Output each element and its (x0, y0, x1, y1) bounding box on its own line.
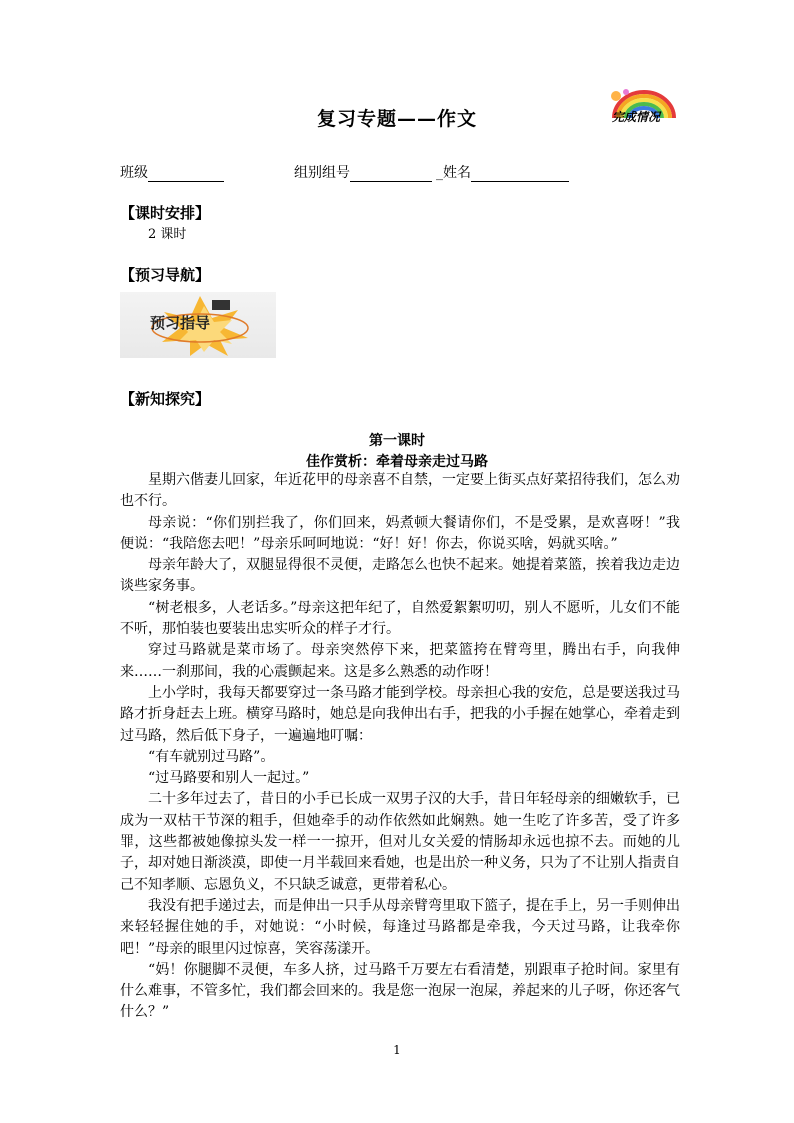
class-blank[interactable] (148, 167, 224, 182)
paragraph: “过马路要和别人一起过。” (148, 770, 310, 787)
paragraph: 母亲说：“你们别拦我了，你们回来，妈煮顿大餐请你们，不是受累，是欢喜呀！”我便说：“我陪您去吧！”母亲乐呵呵地说：“好！好！你去，你说买啥，妈就买啥。” (120, 514, 680, 552)
section-new-knowledge: 【新知探究】 (120, 390, 211, 408)
lesson-heading: 第一课时 (369, 433, 425, 449)
paragraph: 上小学时，我每天都要穿过一条马路才能到学校。母亲担心我的安危，总是要送我过马路才折身赶去上班。横穿马路时，她总是向我伸出右手，把我的小手握在她掌心，牵着走到过马路，然后低下身子，一遍遍地叮嘱： (120, 684, 680, 744)
group-blank[interactable] (350, 167, 432, 182)
completion-badge (604, 84, 682, 126)
section-preview: 【预习导航】 (120, 266, 211, 284)
page-title: 复习专题——作文 (316, 108, 477, 130)
name-blank[interactable] (471, 167, 569, 182)
page-number: 1 (393, 1043, 401, 1057)
preview-guide-image (120, 292, 276, 358)
paragraph: “妈！你腿脚不灵便，车多人挤，过马路千万要左右看清楚，别跟車子抢时间。家里有什么难事，不管多忙，我们都会回来的。我是您一泡尿一泡屎，养起来的儿子呀，你还客气什么？” (120, 961, 680, 1021)
paragraph: 星期六偕妻儿回家，年近花甲的母亲喜不自禁，一定要上街买点好菜招待我们，怎么劝也不行。 (120, 472, 680, 510)
paragraph: 穿过马路就是菜市场了。母亲突然停下来，把菜篮挎在臂弯里，腾出右手，向我伸来……一刹那间，我的心震颤起来。这是多么熟悉的动作呀！ (120, 642, 680, 680)
essay-heading: 佳作赏析：牵着母亲走过马路 (306, 454, 488, 470)
class-label: 班级 (120, 165, 148, 181)
name-field[interactable] (436, 162, 569, 182)
paragraph: 二十多年过去了，昔日的小手已长成一双男子汉的大手，昔日年轻母亲的细嫩软手，已成为一双枯干节深的粗手，但她牵手的动作依然如此娴熟。她一生吃了许多苦，受了许多罪，这些都被她像掠头发一样一一掠开，但对儿女关爱的情肠却永远也掠不去。而她的儿子，却对她日渐淡漠，即使一月半载回来看她，也是出於一种义务，只为了不让别人指责自己不知孝顺、忘恩负义，不只缺乏诚意，更带着私心。 (120, 791, 680, 893)
group-label: 组别组号 (294, 165, 350, 181)
paragraph: 母亲年龄大了，双腿显得很不灵便，走路怎么也快不起来。她提着菜篮，挨着我边走边谈些家务事。 (120, 557, 680, 595)
group-field[interactable] (294, 162, 432, 182)
class-field[interactable] (120, 162, 224, 182)
name-label: _姓名 (436, 165, 471, 181)
paragraph: 我没有把手递过去，而是伸出一只手从母亲臂弯里取下篮子，提在手上，另一手则伸出来轻轻握住她的手，对她说：“小时候，每逢过马路都是牵我，今天过马路，让我牵你吧！”母亲的眼里闪过惊喜，笑容荡漾开。 (120, 897, 680, 957)
completion-label: 完成情况 (612, 110, 661, 124)
schedule-value: 2 课时 (148, 227, 187, 242)
essay-body (120, 470, 680, 1024)
paragraph: “有车就别过马路”。 (148, 748, 275, 765)
section-schedule: 【课时安排】 (120, 204, 211, 222)
paragraph: “树老根多，人老话多。”母亲这把年纪了，自然爱絮絮叨叨，别人不愿听，儿女们不能不听，那怕装也要装出忠实听众的样子才行。 (120, 599, 680, 638)
preview-guide-label: 预习指导 (150, 314, 211, 332)
